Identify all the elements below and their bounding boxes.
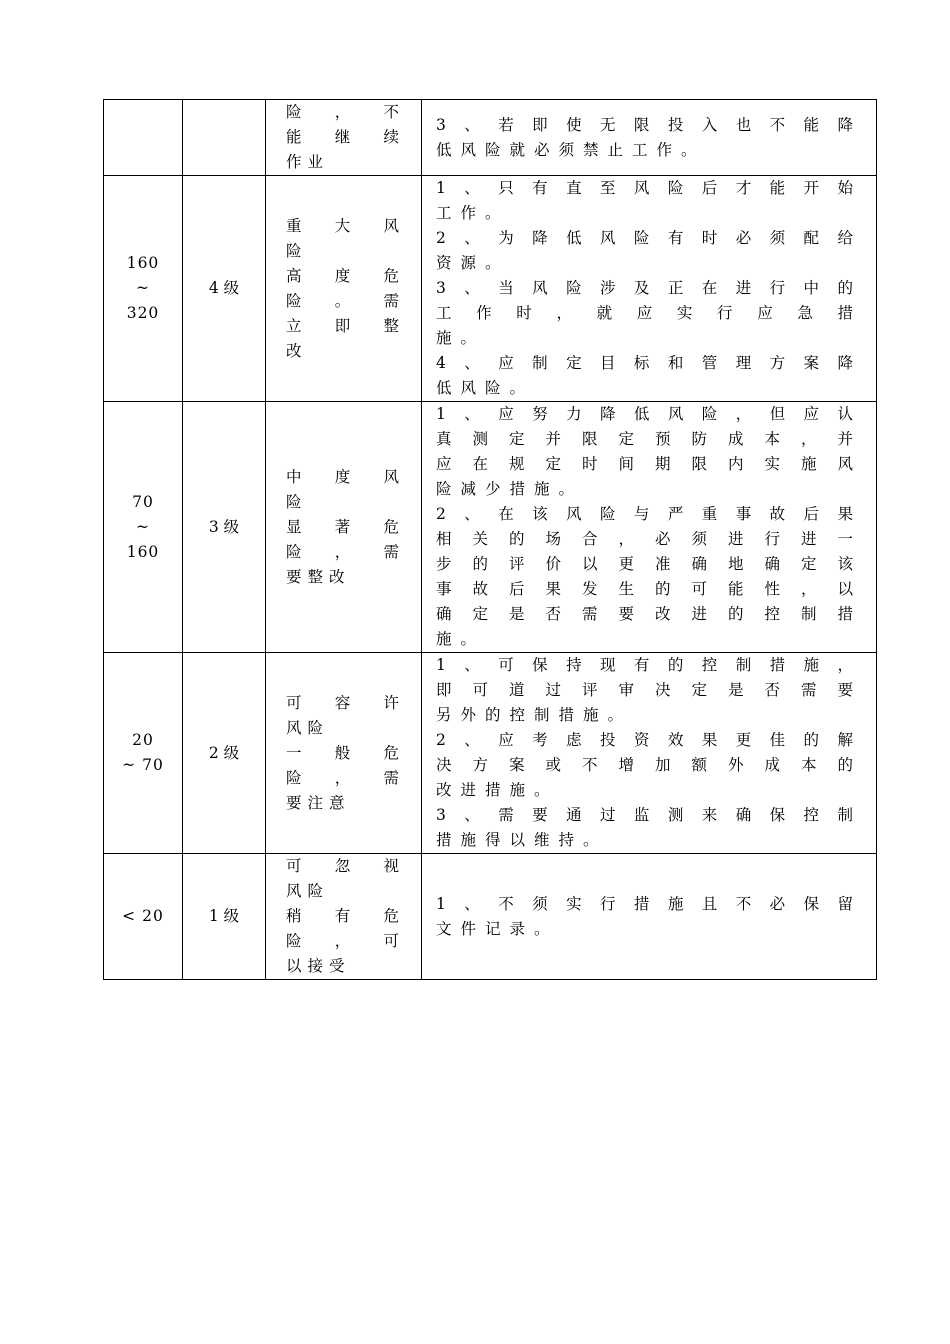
- risk-level-cell: 1 级: [183, 854, 266, 980]
- text-line: 1、应努力降低风险，但应认: [436, 405, 853, 423]
- text-line: 显 著 危: [286, 517, 399, 536]
- text-line: 4、应制定目标和管理方案降: [436, 354, 853, 372]
- text-line: 险减少措施。: [436, 480, 584, 498]
- text-line: 可 容 许: [286, 693, 399, 712]
- control-measures-cell: [422, 653, 877, 854]
- control-measures-cell: [422, 176, 877, 402]
- score-line: ~ 70: [122, 756, 164, 774]
- text-line: 3、若即使无限投入也不能降: [436, 115, 853, 134]
- text-line: 应在规定时间期限内实施风: [436, 455, 853, 473]
- text-line: 改进措施。: [436, 781, 559, 799]
- control-measures-cell: [422, 100, 877, 176]
- risk-description-cell: [266, 854, 422, 980]
- risk-level-cell: [183, 100, 266, 176]
- score-line: ~: [136, 517, 150, 536]
- text-line: 中 度 风: [286, 467, 399, 486]
- table-row: [104, 653, 877, 854]
- text-line: 险: [286, 492, 308, 511]
- risk-description-cell: [266, 402, 422, 653]
- text-line: 要注意: [286, 793, 351, 812]
- text-line: 另外的控制措施。: [436, 706, 633, 724]
- score-range-cell: [104, 854, 183, 980]
- text-line: 险 ， 需: [286, 768, 399, 787]
- text-line: 事故后果发生的可能性，以: [436, 580, 853, 598]
- text-line: 资源。: [436, 254, 510, 272]
- control-measures-cell: [422, 854, 877, 980]
- text-line: 险: [286, 241, 308, 260]
- text-line: 险 ， 不: [286, 103, 399, 121]
- risk-level-table: [103, 99, 877, 980]
- text-line: 1、只有直至风险后才能开始: [436, 179, 853, 197]
- text-line: 低风险就必须禁止工作。: [436, 140, 706, 159]
- score-range-cell: [104, 402, 183, 653]
- text-line: 3、需要通过监测来确保控制: [436, 806, 853, 824]
- risk-level-cell: 3 级: [183, 402, 266, 653]
- table-row: [104, 176, 877, 402]
- text-line: 即可道过评审决定是否需要: [436, 681, 853, 699]
- text-line: 低风险。: [436, 379, 535, 397]
- risk-table-body: [104, 100, 877, 980]
- text-line: 相关的场合，必须进行进一: [436, 530, 853, 548]
- text-line: 决方案或不增加额外成本的: [436, 756, 853, 774]
- text-line: 要整改: [286, 567, 351, 586]
- text-line: 2、为降低风险有时必须配给: [436, 229, 853, 247]
- text-line: 改: [286, 341, 308, 360]
- score-line: 160: [126, 542, 160, 561]
- score-line: 160: [126, 254, 160, 272]
- control-measures-cell: [422, 402, 877, 653]
- table-row: [104, 854, 877, 980]
- text-line: 作业: [286, 153, 330, 171]
- text-line: 措施得以维持。: [436, 831, 608, 849]
- text-line: 险 。 需: [286, 291, 399, 310]
- risk-level-cell: 4 级: [183, 176, 266, 402]
- risk-level-cell: 2 级: [183, 653, 266, 854]
- text-line: 一 般 危: [286, 743, 399, 762]
- score-line: 320: [126, 304, 160, 322]
- text-line: 施。: [436, 329, 486, 347]
- text-line: 3、当风险涉及正在进行中的: [436, 279, 853, 297]
- text-line: 步的评价以更准确地确定该: [436, 555, 853, 573]
- text-line: 险 ， 需: [286, 542, 399, 561]
- text-line: 工 作 时 ， 就 应 实 行 应 急 措: [436, 304, 853, 322]
- score-line: ~: [136, 279, 150, 297]
- score-line: 20: [132, 731, 154, 749]
- score-range-cell: [104, 176, 183, 402]
- score-line: < 20: [122, 907, 164, 925]
- text-line: 能 继 续: [286, 128, 399, 146]
- text-line: 2、应考虑投资效果更佳的解: [436, 731, 853, 749]
- text-line: 稍 有 危: [286, 907, 399, 925]
- score-range-cell: [104, 653, 183, 854]
- risk-description-cell: [266, 176, 422, 402]
- text-line: 确定是否需要改进的控制措: [436, 605, 853, 623]
- text-line: 风险: [286, 718, 330, 737]
- table-row: [104, 100, 877, 176]
- text-line: 施。: [436, 630, 486, 648]
- text-line: 以接受: [286, 957, 351, 975]
- text-line: 1、可保持现有的控制措施，: [436, 656, 853, 674]
- text-line: 可 忽 视: [286, 857, 399, 875]
- score-range-cell: [104, 100, 183, 176]
- text-line: 重 大 风: [286, 216, 399, 235]
- text-line: 文件记录。: [436, 919, 559, 938]
- text-line: 真测定并限定预防成本，并: [436, 430, 853, 448]
- text-line: 立 即 整: [286, 316, 399, 335]
- text-line: 工作。: [436, 204, 510, 222]
- text-line: 2、在该风险与严重事故后果: [436, 505, 853, 523]
- table-row: [104, 402, 877, 653]
- text-line: 高 度 危: [286, 266, 399, 285]
- text-line: 险 ， 可: [286, 932, 399, 950]
- text-line: 风险: [286, 882, 330, 900]
- text-line: 1、不须实行措施且不必保留: [436, 894, 853, 913]
- risk-description-cell: [266, 100, 422, 176]
- score-line: 70: [132, 492, 154, 511]
- risk-description-cell: [266, 653, 422, 854]
